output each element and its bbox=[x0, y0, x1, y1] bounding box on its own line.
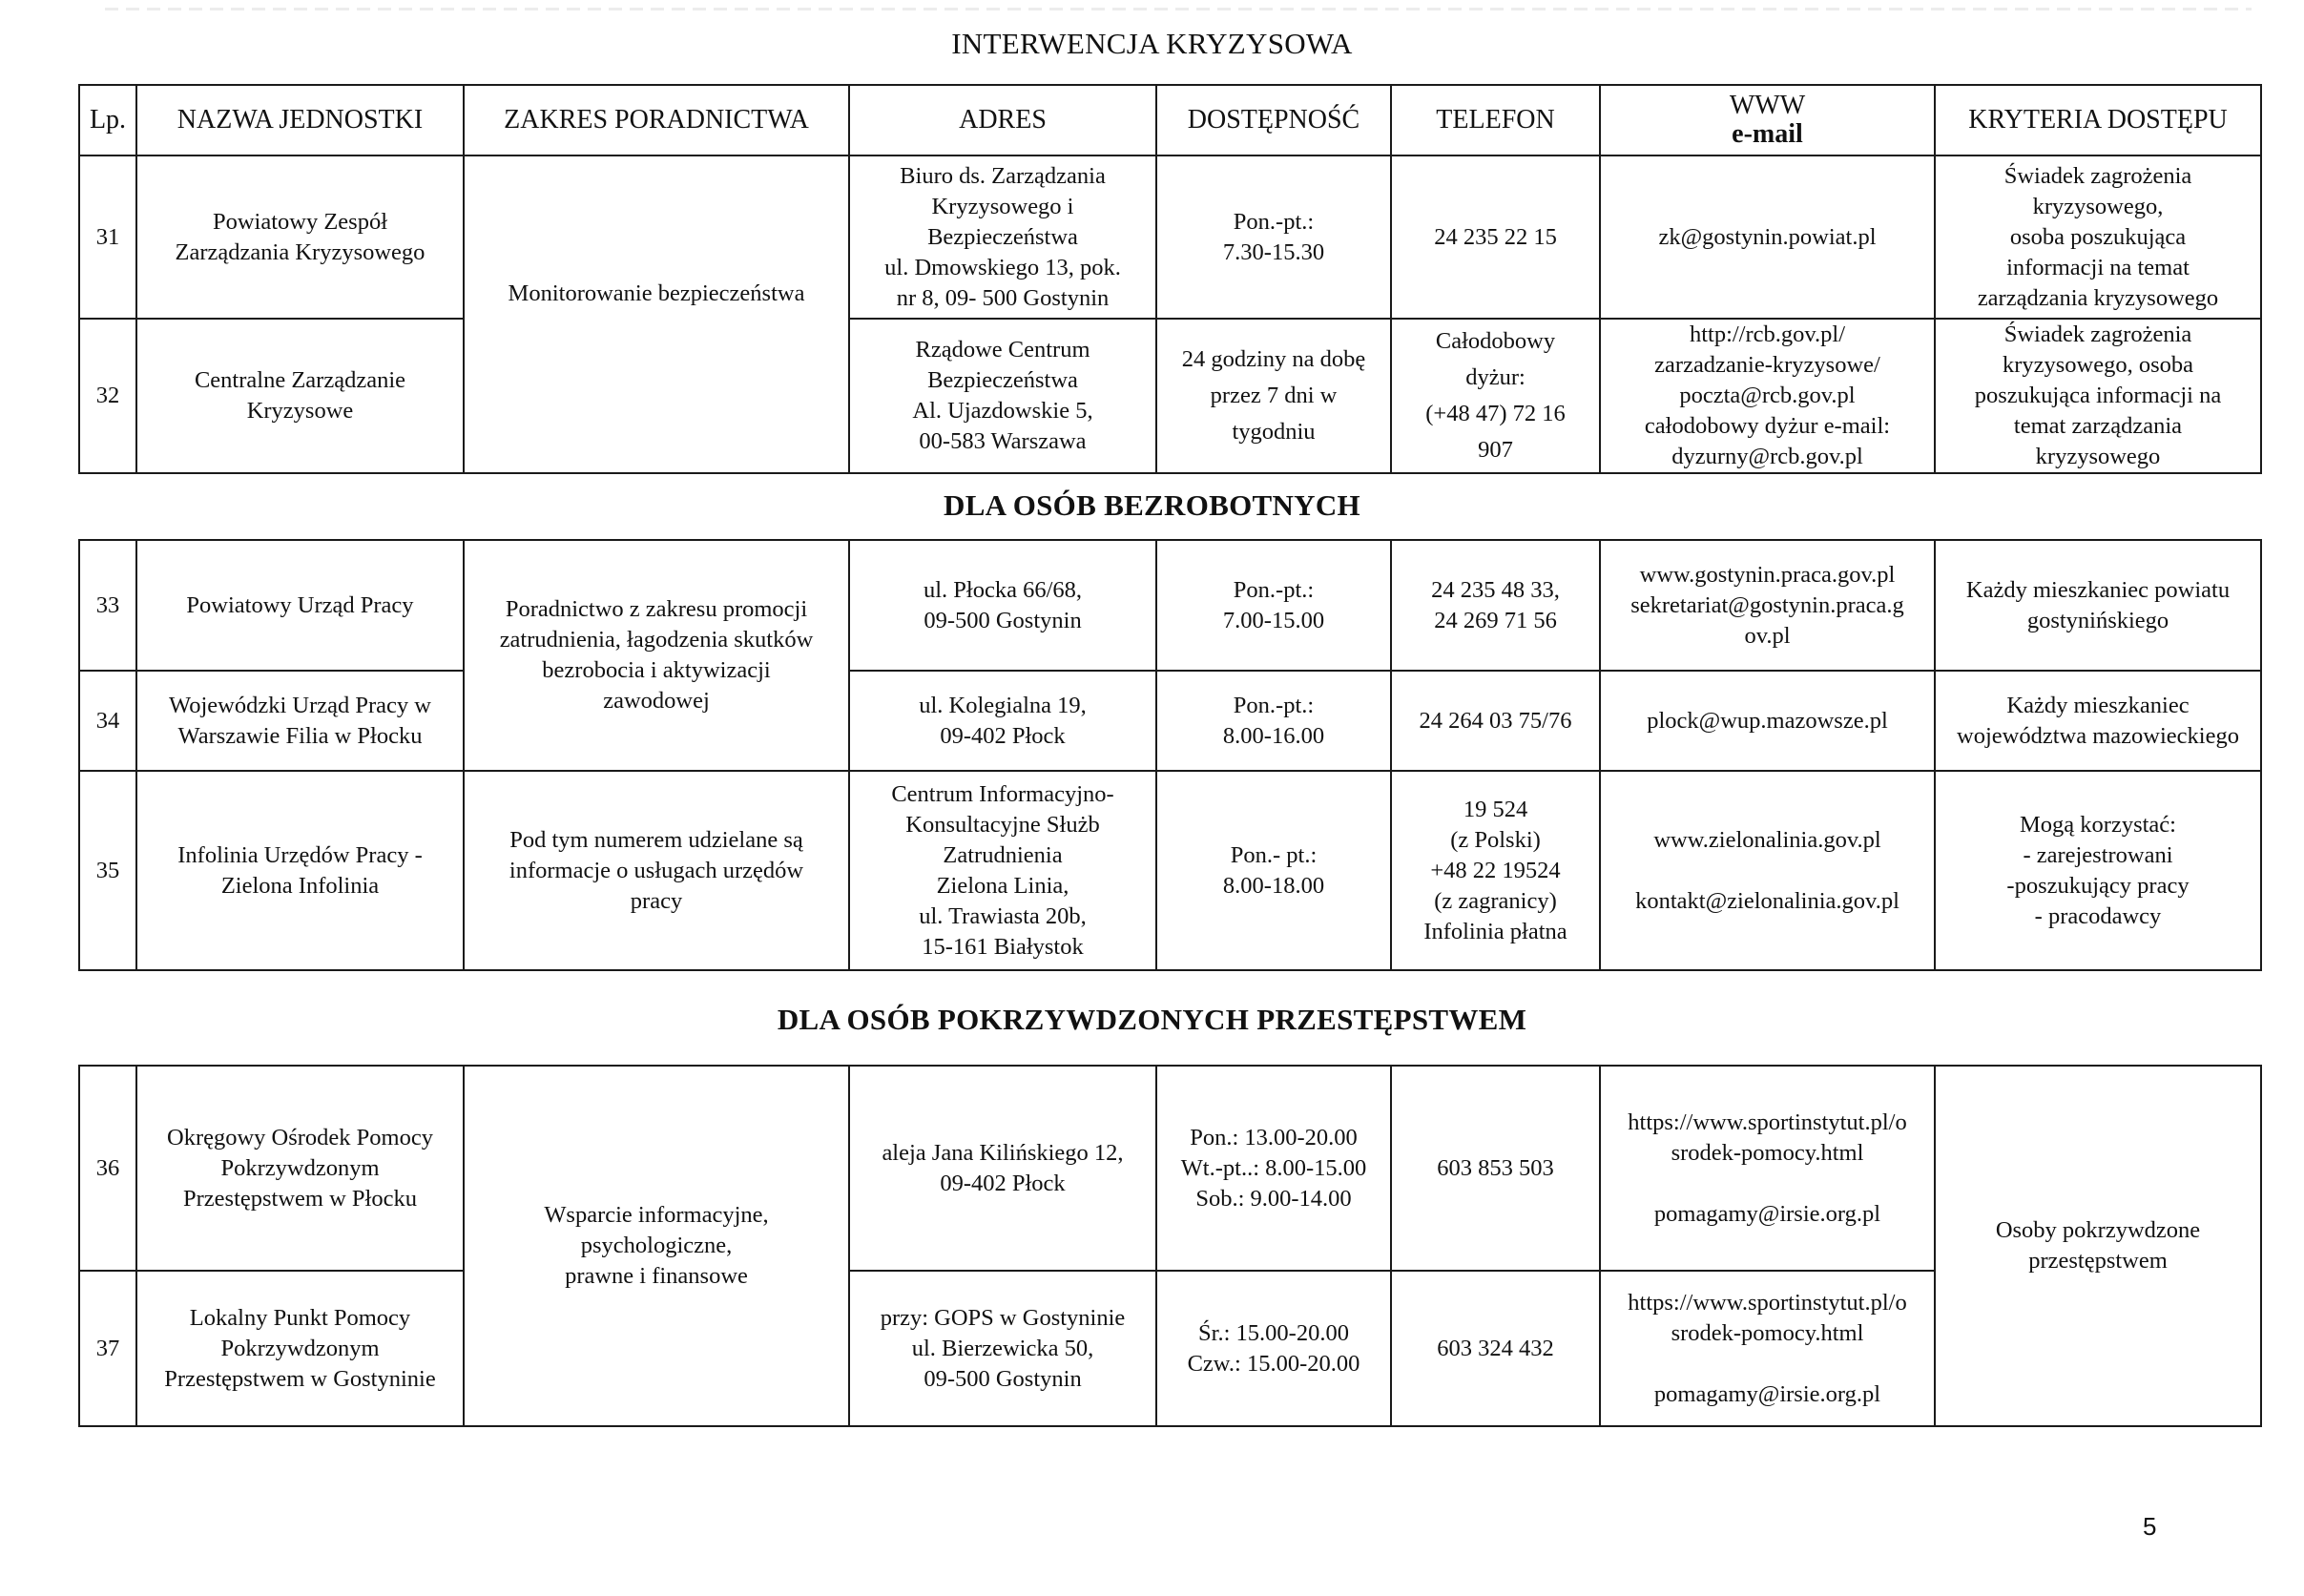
header-criteria: KRYTERIA DOSTĘPU bbox=[1935, 85, 2261, 155]
cell-line: 09-402 Płock bbox=[940, 722, 1066, 749]
cell-line[interactable]: zk@gostynin.powiat.pl bbox=[1658, 223, 1877, 250]
cell-www[interactable] bbox=[1600, 1066, 1935, 1271]
table-unemployed bbox=[78, 539, 2262, 971]
cell-line[interactable]: srodek-pomocy.html bbox=[1671, 1319, 1864, 1346]
cell-phone bbox=[1391, 1271, 1600, 1426]
cell-line: Wt.-pt..: 8.00-15.00 bbox=[1180, 1154, 1367, 1181]
cell-line: Infolinia płatna bbox=[1423, 918, 1567, 944]
cell-line: bezrobocia i aktywizacji bbox=[542, 657, 771, 683]
cell-name bbox=[136, 771, 464, 970]
cell-criteria bbox=[1935, 671, 2261, 771]
cell-address bbox=[849, 155, 1156, 319]
cell-line: informacje o usługach urzędów bbox=[509, 857, 804, 883]
cell-line: 19 524 bbox=[1463, 796, 1528, 822]
cell-line: Powiatowy Zespół bbox=[212, 208, 388, 235]
table-row bbox=[79, 540, 2261, 671]
cell-line: Lokalny Punkt Pomocy bbox=[189, 1304, 411, 1331]
cell-address bbox=[849, 319, 1156, 473]
cell-line: Pon.-pt.: bbox=[1233, 692, 1315, 718]
cell-line: Każdy mieszkaniec bbox=[2006, 692, 2190, 718]
table-row bbox=[79, 771, 2261, 970]
cell-lp: 34 bbox=[79, 671, 136, 771]
cell-line: 8.00-18.00 bbox=[1222, 872, 1325, 899]
cell-line: kryzysowego, osoba bbox=[2002, 352, 2194, 378]
cell-line: Przestępstwem w Płocku bbox=[183, 1185, 417, 1212]
cell-address bbox=[849, 1271, 1156, 1426]
cell-www[interactable] bbox=[1600, 771, 1935, 970]
cell-line: 603 853 503 bbox=[1437, 1154, 1554, 1181]
cell-availability bbox=[1156, 540, 1391, 671]
cell-phone bbox=[1391, 671, 1600, 771]
cell-line: ul. Trawiasta 20b, bbox=[919, 902, 1087, 929]
cell-line: prawne i finansowe bbox=[565, 1263, 748, 1289]
cell-phone bbox=[1391, 771, 1600, 970]
cell-line: nr 8, 09- 500 Gostynin bbox=[896, 284, 1110, 311]
header-name: NAZWA JEDNOSTKI bbox=[136, 85, 464, 155]
cell-line[interactable]: pomagamy@irsie.org.pl bbox=[1653, 1200, 1881, 1227]
cell-line: zatrudnienia, łagodzenia skutków bbox=[499, 627, 814, 653]
cell-line: ul. Płocka 66/68, bbox=[923, 576, 1083, 603]
cell-line: Przestępstwem w Gostyninie bbox=[164, 1365, 436, 1392]
cell-line: 24 godziny na dobę bbox=[1181, 346, 1366, 372]
cell-line: przestępstwem bbox=[2028, 1248, 2168, 1274]
cell-line: (+48 47) 72 16 bbox=[1425, 401, 1566, 426]
header-scope: ZAKRES PORADNICTWA bbox=[464, 85, 849, 155]
cell-line: Okręgowy Ośrodek Pomocy bbox=[167, 1124, 433, 1150]
cell-line: Zielona Linia, bbox=[936, 872, 1069, 899]
header-www bbox=[1600, 85, 1935, 155]
cell-line: 8.00-16.00 bbox=[1222, 722, 1325, 749]
cell-line: Rządowe Centrum bbox=[915, 337, 1090, 363]
cell-line: Pon.- pt.: bbox=[1230, 841, 1318, 868]
cell-line[interactable]: https://www.sportinstytut.pl/o bbox=[1628, 1109, 1907, 1135]
table-row bbox=[79, 671, 2261, 771]
table-row bbox=[79, 319, 2261, 473]
cell-line: Zarządzania Kryzysowego bbox=[175, 238, 426, 265]
cell-line: Poradnictwo z zakresu promocji bbox=[505, 596, 808, 622]
cell-line: tygodniu bbox=[1232, 419, 1316, 445]
cell-line: przez 7 dni w bbox=[1210, 383, 1338, 408]
cell-line: przy: GOPS w Gostyninie bbox=[880, 1304, 1126, 1331]
cell-line: aleja Jana Kilińskiego 12, bbox=[882, 1139, 1124, 1166]
section-title-crime-victims: DLA OSÓB POKRZYWDZONYCH PRZESTĘPSTWEM bbox=[777, 1003, 1527, 1036]
cell-line: informacji na temat bbox=[2006, 254, 2190, 280]
cell-line[interactable]: www.zielonalinia.gov.pl bbox=[1653, 826, 1881, 853]
cell-line[interactable]: pomagamy@irsie.org.pl bbox=[1653, 1380, 1881, 1407]
cell-line: Bezpieczeństwa bbox=[927, 223, 1078, 250]
header-address: ADRES bbox=[849, 85, 1156, 155]
cell-line: 907 bbox=[1478, 437, 1513, 463]
cell-criteria bbox=[1935, 319, 2261, 473]
cell-line: Pokrzywdzonym bbox=[220, 1335, 380, 1361]
section-title-unemployed: DLA OSÓB BEZROBOTNYCH bbox=[944, 488, 1360, 522]
cell-www[interactable] bbox=[1600, 1271, 1935, 1426]
cell-scope bbox=[464, 155, 849, 473]
cell-line: Mogą korzystać: bbox=[2020, 811, 2176, 838]
cell-line: 15-161 Białystok bbox=[922, 933, 1084, 960]
cell-line: Całodobowy bbox=[1435, 328, 1556, 354]
cell-criteria bbox=[1935, 540, 2261, 671]
cell-scope bbox=[464, 540, 849, 771]
cell-criteria bbox=[1935, 1066, 2261, 1426]
cell-line[interactable] bbox=[1605, 1349, 1930, 1379]
cell-availability bbox=[1156, 155, 1391, 319]
cell-line[interactable]: ov.pl bbox=[1744, 622, 1791, 649]
cell-line[interactable]: sekretariat@gostynin.praca.g bbox=[1630, 591, 1904, 618]
cell-line[interactable]: http://rcb.gov.pl/ bbox=[1689, 321, 1846, 347]
cell-line: Pod tym numerem udzielane są bbox=[509, 826, 803, 853]
cell-line: Śr.: 15.00-20.00 bbox=[1198, 1319, 1349, 1346]
cell-line: Zatrudnienia bbox=[943, 841, 1063, 868]
cell-line: 7.30-15.30 bbox=[1222, 238, 1325, 265]
cell-line: dyżur: bbox=[1465, 364, 1526, 390]
cell-line: Osoby pokrzywdzone bbox=[1995, 1217, 2201, 1243]
cell-line: ul. Dmowskiego 13, pok. bbox=[884, 254, 1121, 280]
cell-line: Wojewódzki Urząd Pracy w bbox=[169, 692, 431, 718]
cell-line: Pon.-pt.: bbox=[1233, 208, 1315, 235]
cell-line: Pon.: 13.00-20.00 bbox=[1190, 1124, 1358, 1150]
cell-line: Powiatowy Urząd Pracy bbox=[186, 591, 414, 618]
cell-line: ul. Bierzewicka 50, bbox=[911, 1335, 1094, 1361]
cell-address bbox=[849, 540, 1156, 671]
header-lp: Lp. bbox=[79, 85, 136, 155]
cell-line: Każdy mieszkaniec powiatu bbox=[1965, 576, 2231, 603]
cell-line: Świadek zagrożenia bbox=[2003, 321, 2192, 347]
cell-lp: 32 bbox=[79, 319, 136, 473]
cell-line: Centralne Zarządzanie bbox=[194, 367, 406, 393]
table-header-row bbox=[79, 85, 2261, 155]
cell-line[interactable]: plock@wup.mazowsze.pl bbox=[1647, 707, 1888, 734]
cell-phone bbox=[1391, 1066, 1600, 1271]
cell-line: 24 235 48 33, bbox=[1431, 576, 1560, 603]
cell-phone bbox=[1391, 155, 1600, 319]
cell-line: Bezpieczeństwa bbox=[927, 367, 1078, 393]
table-row bbox=[79, 1271, 2261, 1426]
cell-criteria bbox=[1935, 155, 2261, 319]
cell-phone bbox=[1391, 540, 1600, 671]
cell-phone bbox=[1391, 319, 1600, 473]
cell-line: Infolinia Urzędów Pracy - bbox=[177, 841, 423, 868]
cell-line: - zarejestrowani bbox=[2023, 841, 2173, 868]
header-www-line2: e-mail bbox=[1732, 119, 1803, 149]
cell-address bbox=[849, 771, 1156, 970]
cell-line: Sob.: 9.00-14.00 bbox=[1195, 1185, 1352, 1212]
cell-www[interactable] bbox=[1600, 319, 1935, 473]
cell-line: poszukująca informacji na bbox=[1974, 383, 2222, 408]
cell-line[interactable]: całodobowy dyżur e-mail: bbox=[1644, 413, 1891, 439]
cell-line: Wsparcie informacyjne, bbox=[544, 1202, 769, 1228]
header-availability: DOSTĘPNOŚĆ bbox=[1156, 85, 1391, 155]
cell-line: kryzysowego bbox=[2035, 444, 2161, 469]
cell-line: temat zarządzania bbox=[2013, 413, 2183, 439]
cell-address bbox=[849, 671, 1156, 771]
cell-name bbox=[136, 540, 464, 671]
cell-availability bbox=[1156, 319, 1391, 473]
cell-line: zawodowej bbox=[603, 688, 710, 714]
cell-line: Centrum Informacyjno- bbox=[891, 780, 1114, 807]
cell-line: +48 22 19524 bbox=[1430, 857, 1561, 883]
cell-line: województwa mazowieckiego bbox=[1957, 722, 2239, 749]
cell-line[interactable]: zarzadzanie-kryzysowe/ bbox=[1654, 352, 1880, 378]
cell-line: 24 264 03 75/76 bbox=[1419, 707, 1572, 734]
cell-line: 24 235 22 15 bbox=[1434, 223, 1557, 250]
cell-line: kryzysowego, bbox=[2032, 193, 2164, 219]
cell-line[interactable] bbox=[1605, 1169, 1930, 1199]
cell-line: Pon.-pt.: bbox=[1233, 576, 1315, 603]
cell-line: pracy bbox=[630, 887, 683, 914]
cell-line: 7.00-15.00 bbox=[1222, 607, 1325, 633]
cell-line: gostynińskiego bbox=[2026, 607, 2169, 633]
cell-line: 24 269 71 56 bbox=[1434, 607, 1557, 633]
cell-line: Warszawie Filia w Płocku bbox=[177, 722, 423, 749]
scan-artifact bbox=[105, 8, 2252, 10]
cell-line: 603 324 432 bbox=[1437, 1335, 1554, 1361]
cell-scope bbox=[464, 1066, 849, 1426]
cell-www[interactable] bbox=[1600, 155, 1935, 319]
cell-line: osoba poszukująca bbox=[2009, 223, 2187, 250]
header-www-line1: WWW bbox=[1729, 91, 1806, 120]
cell-line: Kryzysowe bbox=[246, 398, 354, 424]
table-row bbox=[79, 1066, 2261, 1271]
cell-availability bbox=[1156, 771, 1391, 970]
cell-line: ul. Kolegialna 19, bbox=[919, 692, 1087, 718]
cell-line: (z Polski) bbox=[1450, 826, 1541, 853]
cell-line: Kryzysowego i bbox=[931, 193, 1074, 219]
cell-name bbox=[136, 1066, 464, 1271]
cell-line[interactable] bbox=[1605, 856, 1930, 886]
cell-line: 09-500 Gostynin bbox=[924, 1365, 1082, 1392]
cell-line: Świadek zagrożenia bbox=[2003, 162, 2192, 189]
cell-lp: 35 bbox=[79, 771, 136, 970]
cell-line: Pokrzywdzonym bbox=[220, 1154, 380, 1181]
cell-line: zarządzania kryzysowego bbox=[1977, 284, 2219, 311]
cell-name bbox=[136, 319, 464, 473]
cell-www[interactable] bbox=[1600, 671, 1935, 771]
page-number: 5 bbox=[2143, 1512, 2157, 1541]
cell-address bbox=[849, 1066, 1156, 1271]
cell-line[interactable]: srodek-pomocy.html bbox=[1671, 1139, 1864, 1166]
cell-line: 09-402 Płock bbox=[940, 1170, 1066, 1196]
cell-line[interactable]: poczta@rcb.gov.pl bbox=[1679, 383, 1856, 408]
cell-line: - pracodawcy bbox=[2034, 902, 2162, 929]
cell-lp: 33 bbox=[79, 540, 136, 671]
cell-criteria bbox=[1935, 771, 2261, 970]
cell-line: psychologiczne, bbox=[580, 1233, 733, 1258]
cell-line: 09-500 Gostynin bbox=[924, 607, 1082, 633]
cell-availability bbox=[1156, 1066, 1391, 1271]
table-crime-victims bbox=[78, 1065, 2262, 1427]
cell-line[interactable]: kontakt@zielonalinia.gov.pl bbox=[1635, 887, 1899, 914]
cell-lp: 36 bbox=[79, 1066, 136, 1271]
cell-line: Konsultacyjne Służb bbox=[905, 811, 1100, 838]
cell-lp: 31 bbox=[79, 155, 136, 319]
header-phone: TELEFON bbox=[1391, 85, 1600, 155]
cell-line: (z zagranicy) bbox=[1434, 887, 1557, 914]
cell-name bbox=[136, 155, 464, 319]
cell-line: Al. Ujazdowskie 5, bbox=[912, 398, 1093, 424]
cell-line[interactable]: https://www.sportinstytut.pl/o bbox=[1628, 1289, 1907, 1316]
cell-line: -poszukujący pracy bbox=[2006, 872, 2190, 899]
cell-line: Zielona Infolinia bbox=[220, 872, 380, 899]
section-title-crisis: INTERWENCJA KRYZYSOWA bbox=[951, 27, 1353, 60]
cell-www[interactable] bbox=[1600, 540, 1935, 671]
cell-name bbox=[136, 1271, 464, 1426]
table-crisis bbox=[78, 84, 2262, 474]
table-row bbox=[79, 155, 2261, 319]
cell-name bbox=[136, 671, 464, 771]
cell-line: Czw.: 15.00-20.00 bbox=[1187, 1350, 1360, 1377]
cell-line[interactable]: dyzurny@rcb.gov.pl bbox=[1671, 444, 1863, 469]
cell-scope bbox=[464, 771, 849, 970]
cell-line: 00-583 Warszawa bbox=[919, 428, 1087, 454]
cell-availability bbox=[1156, 671, 1391, 771]
cell-availability bbox=[1156, 1271, 1391, 1426]
cell-line: Biuro ds. Zarządzania bbox=[900, 162, 1106, 189]
cell-scope-text: Monitorowanie bezpieczeństwa bbox=[508, 280, 805, 306]
cell-lp: 37 bbox=[79, 1271, 136, 1426]
cell-line[interactable]: www.gostynin.praca.gov.pl bbox=[1639, 561, 1896, 588]
